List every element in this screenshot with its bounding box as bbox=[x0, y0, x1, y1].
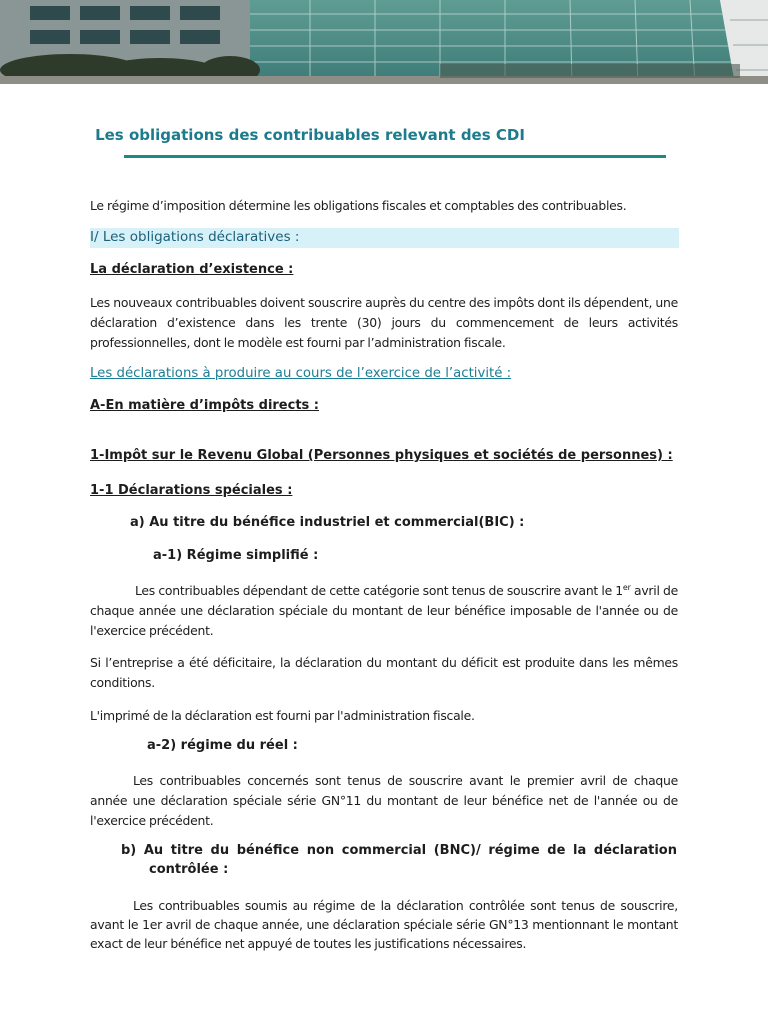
intro-paragraph: Le régime d’imposition détermine les obligations fiscales et comptables des contribuables. bbox=[90, 198, 627, 213]
bnc-heading-continued: contrôlée : bbox=[149, 862, 229, 877]
section-heading-declaratives: I/ Les obligations déclaratives : bbox=[90, 229, 300, 245]
simplified-text-end: avril de chaque année une déclaration spéciale du montant de leur bénéfice imposable de l'année ou de l'exercice précédent. bbox=[90, 583, 678, 638]
declarations-heading-link[interactable]: Les déclarations à produire au cours de l’exercice de l’activité : bbox=[90, 366, 512, 381]
simplified-regime-heading: a-1) Régime simplifié : bbox=[153, 548, 319, 563]
page-title: Les obligations des contribuables relevant des CDI bbox=[95, 126, 525, 144]
bnc-heading: b) Au titre du bénéfice non commercial (BNC)/ régime de la déclaration bbox=[121, 843, 677, 858]
title-underline-divider bbox=[124, 155, 666, 158]
simplified-text-start: Les contribuables dépendant de cette catégorie sont tenus de souscrire avant le 1 bbox=[135, 583, 623, 598]
real-regime-paragraph: Les contribuables concernés sont tenus de souscrire avant le premier avril de chaque année une déclaration spéciale série GN°11 du montant de leur bénéfice net de l'année ou de l'exercice précédent. bbox=[90, 773, 678, 828]
simplified-paragraph bbox=[90, 581, 678, 641]
real-regime-heading: a-2) régime du réel : bbox=[147, 738, 298, 753]
irg-heading: 1-Impôt sur le Revenu Global (Personnes physiques et sociétés de personnes) : bbox=[90, 448, 673, 463]
section-heading-highlight bbox=[90, 228, 679, 248]
bic-heading: a) Au titre du bénéfice industriel et commercial(BIC) : bbox=[130, 515, 525, 530]
existence-paragraph: Les nouveaux contribuables doivent souscrire auprès du centre des impôts dont ils dépendent, une déclaration d’existence dans les trente (30) jours du commencement de leurs activités professionnelles, dont le modèle est fourni par l’administration fiscale. bbox=[90, 295, 678, 350]
existence-heading-text: La déclaration d’existence : bbox=[90, 262, 294, 277]
special-declarations-heading: 1-1 Déclarations spéciales : bbox=[90, 483, 293, 498]
existence-heading bbox=[90, 262, 293, 277]
form-paragraph: L'imprimé de la déclaration est fourni par l'administration fiscale. bbox=[90, 708, 475, 723]
direct-taxes-heading: A-En matière d’impôts directs : bbox=[90, 398, 320, 413]
header-building-photo bbox=[0, 0, 768, 84]
bnc-paragraph: Les contribuables soumis au régime de la déclaration contrôlée sont tenus de souscrire, avant le 1er avril de chaque année, une déclaration spéciale série GN°13 mentionnant le montant exact de leur bénéfice net appuyé de toutes les justifications nécessaires. bbox=[90, 898, 678, 951]
deficit-paragraph: Si l’entreprise a été déficitaire, la déclaration du montant du déficit est produite dans les mêmes conditions. bbox=[90, 655, 678, 690]
first-superscript: er bbox=[622, 582, 631, 592]
